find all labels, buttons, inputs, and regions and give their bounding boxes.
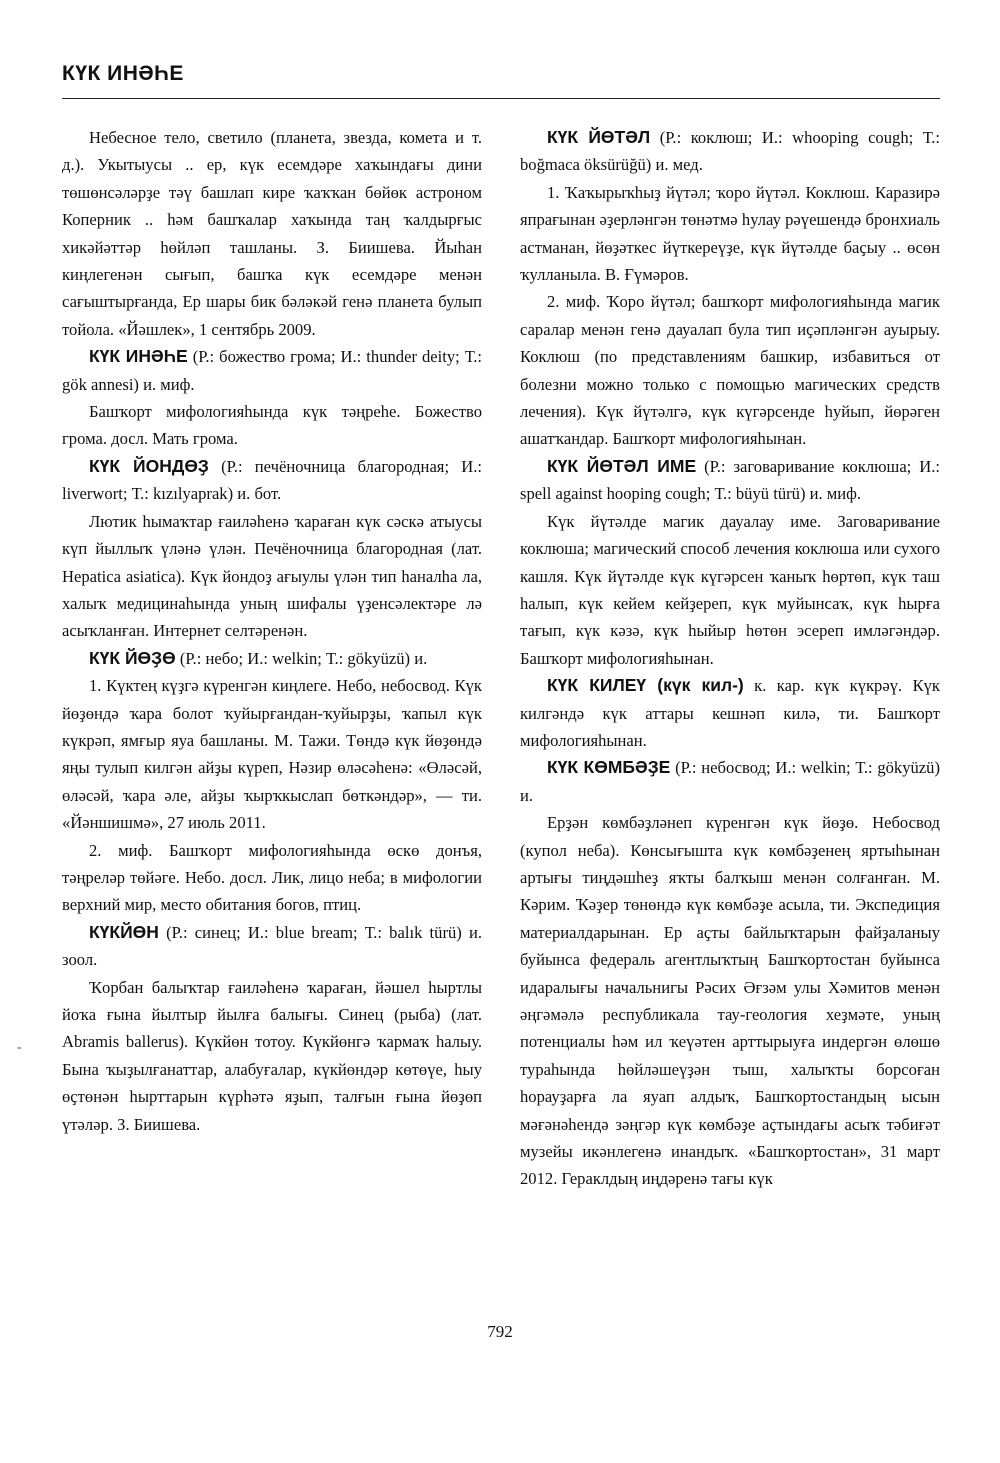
dictionary-entry-head [520, 754, 940, 809]
right-column [520, 124, 940, 1193]
entry-text: к. кар. күк күкрәү. Күк килгәндә күк аттары кешнәп килә, ти. Башҡорт мифологияһынан. [520, 676, 940, 750]
headword: КҮКЙӨН [89, 921, 159, 942]
entry-paragraph [520, 288, 940, 452]
entry-text: (Р.: печёночница благородная; И.: liverwort; Т.: kızılyaprak) и. бот. [62, 456, 483, 504]
entry-text: 2. миф. Башҡорт мифологияһында өскө донъя, тәңреләр төйәге. Небо. досл. Лик, лицо неба; в мифологии верхний мир, место обитания богов, птиц. [62, 840, 482, 915]
entry-paragraph [520, 508, 940, 672]
headword: КҮК ЙОНДӨҘ [89, 455, 209, 476]
entry-paragraph [62, 508, 482, 645]
entry-text: Ерҙән көмбәҙләнеп күренгән күк йөҙө. Небосвод (купол неба). Көнсығышта күк көмбәҙенең яртыһынан артығы тиңдәшһеҙ яҡты балҡыш менән солғанған. М. Кәрим. Ҡәҙер төнөндә күк көмбәҙе асыла, ти. Экспедиция материалдарынан. Ер аҫты байлыҡтарын файҙаланыу буйынса федераль агентлыҡтың Башҡортостан буйынса идаралығы начальнигы Рәсих Әғзәм улы Хәмитов менән әңгәмәлә республикала тау-геология хеҙмәте, уның потенциалы һәм ил ҡеүәтен арттырыуға индергән өлөшө тураһында һөйләшеүҙән тыш, халыҡты борсоған һорауҙарға ла яуап алдыҡ, Башҡортостандың ысын мәғәнәһендә зәңгәр күк көмбәҙе аҫтындағы асыҡ тәбиғәт музейы икәнлегенә инандыҡ. «Башҡортостан», 31 март 2012. Гераклдың иңдәренә тағы күк [520, 813, 940, 1189]
dictionary-entry-head [520, 453, 940, 508]
headword: КҮК ЙӨТӘЛ [547, 127, 651, 147]
entry-text: Ҡорбан балыҡтар ғаиләһенә ҡараған, йәшел һыртлы йоҡа ғына йылтыр йылға балығы. Синец (рыба) (лат. Abramis ballerus). Күкйөн тотоу. Күкйөнгә ҡармаҡ һалыу. Бына ҡыҙылғанаттар, алабуғалар, күкйөндәр көтөүе, һыу өҫтөнән һырттарын күрһәтә яҙып, талғын ғына йөҙөп үтәләр. З. Биишева. [62, 977, 482, 1134]
dictionary-entry-head [520, 672, 940, 754]
left-column [62, 124, 482, 1138]
entry-paragraph [520, 809, 940, 1193]
entry-text: Күк йүтәлде магик дауалау име. Заговаривание коклюша; магический способ лечения коклюша или сухого кашля. Күк йүтәлде күк күгәрсен ҡаныҡ һөртөп, күк таш һалып, күк кейем кейҙереп, күк муйынсаҡ, күк һырға тағып, күк кәзә, күк һыйыр һөтөн эсереп имләгәндәр. Башҡорт мифологияһынан. [520, 511, 940, 668]
dictionary-entry-head [62, 645, 482, 672]
entry-paragraph [62, 837, 482, 919]
entry-text: Башҡорт мифологияһында күк тәңреһе. Божество грома. досл. Мать грома. [62, 402, 482, 449]
entry-text: 2. миф. Ҡоро йүтәл; башҡорт мифологияһында магик саралар менән генә дауалап була тип иҫәпләнгән ауырыу. Коклюш (по представлениям башкир, избавиться от болезни можно только с помощью магических средств лечения). Күк йүтәлгә, күк күгәрсенде һуйып, йөрәген ашатҡандар. Башҡорт мифологияһынан. [520, 292, 940, 449]
entry-text: (Р.: небо; И.: welkin; Т.: gökyüzü) и. [175, 648, 428, 668]
headword: КҮК КӨМБӘҘЕ [547, 757, 671, 778]
headword: КҮК ИНӘҺЕ [89, 346, 188, 367]
entry-paragraph [62, 398, 482, 453]
headword: КҮК ЙӨҘӨ [89, 647, 176, 668]
entry-text: (Р.: коклюш; И.: whooping cough; Т.: boğmaca öksürüğü) и. мед. [520, 128, 940, 175]
margin-mark: - [17, 1040, 22, 1055]
dictionary-entry-head [62, 453, 482, 508]
entry-text: 1. Ҡаҡырыҡһыҙ йүтәл; ҡоро йүтәл. Коклюш. Каразирә япрағынан әҙерләнгән төнәтмә һулау рәүешендә бронхиаль астманан, йөҙәткес йүткереүҙе, күк йүтәлде баҫыу .. өсөн ҡулланыла. В. Ғүмәров. [520, 182, 940, 285]
header-rule [62, 98, 940, 99]
page-number: 792 [487, 1322, 513, 1341]
headword: КҮК ЙӨТӘЛ ИМЕ [547, 455, 697, 476]
entry-text: 1. Күктең күҙгә күренгән киңлеге. Небо, небосвод. Күк йөҙөндә ҡара болот ҡуйырғандан-ҡуйырҙы, ҡапыл күк күкрәп, ямғыр яуа башланы. М. Тажи. Төндә күк йөҙөндә яңы тулып килгән айҙы күреп, Нәзир өләсәһенә: «Өләсәй, өләсәй, ҡара әле, айҙы ҡырҡкыслап бөткәндәр», — ти. «Йәншишмә», 27 июль 2011. [62, 676, 482, 833]
entry-paragraph [62, 124, 482, 343]
page-header [62, 62, 940, 86]
running-head: КҮК ИНӘҺЕ [62, 62, 184, 85]
entry-paragraph [62, 974, 482, 1138]
entry-text: (Р.: небосвод; И.: welkin; Т.: gökyüzü) и. [520, 758, 940, 805]
entry-text: (Р.: божество грома; И.: thunder deity; Т.: gök annesi) и. миф. [62, 347, 482, 394]
entry-text: (Р.: синец; И.: blue bream; Т.: balık türü) и. зоол. [62, 922, 482, 970]
headword: КҮК КИЛЕҮ (күк кил-) [547, 675, 744, 696]
entry-text: Лютик һымаҡтар ғаиләһенә ҡараған күк сәскә атыусы күп йыллыҡ үләнə үлән. Печёночница благородная (лат. Hepatica asiatica). Күк йондоҙ ағыулы үлән тип һаналһа ла, халыҡ медицинаһында уның шифалы үҙенсәлектәре лә асыҡланған. Интернет селтәренән. [62, 511, 482, 641]
dictionary-entry-head [62, 919, 482, 974]
entry-paragraph [520, 179, 940, 289]
entry-text: (Р.: заговаривание коклюша; И.: spell against hooping cough; Т.: büyü türü) и. миф. [520, 456, 940, 504]
entry-paragraph [62, 672, 482, 836]
dictionary-entry-head [520, 124, 940, 179]
dictionary-entry-head [62, 343, 482, 398]
entry-text: Небесное тело, светило (планета, звезда, комета и т. д.). Укытыусы .. ер, күк есемдәре хаҡындағы дини төшөнсәләрҙе тәү башлап кире ҡаҡҡан бөйөк астроном Коперник .. һәм башҡалар хаҡында таң ҡалдырғыс хикәйәттәр һөйләп ташланы. З. Биишева. Йыһан киңлегенән сығып, башҡа күк есемдәре менән сағыштырғанда, Ер шары бик бәләкәй генә планета булып тойола. «Йәшлек», 1 сентябрь 2009. [62, 128, 482, 339]
